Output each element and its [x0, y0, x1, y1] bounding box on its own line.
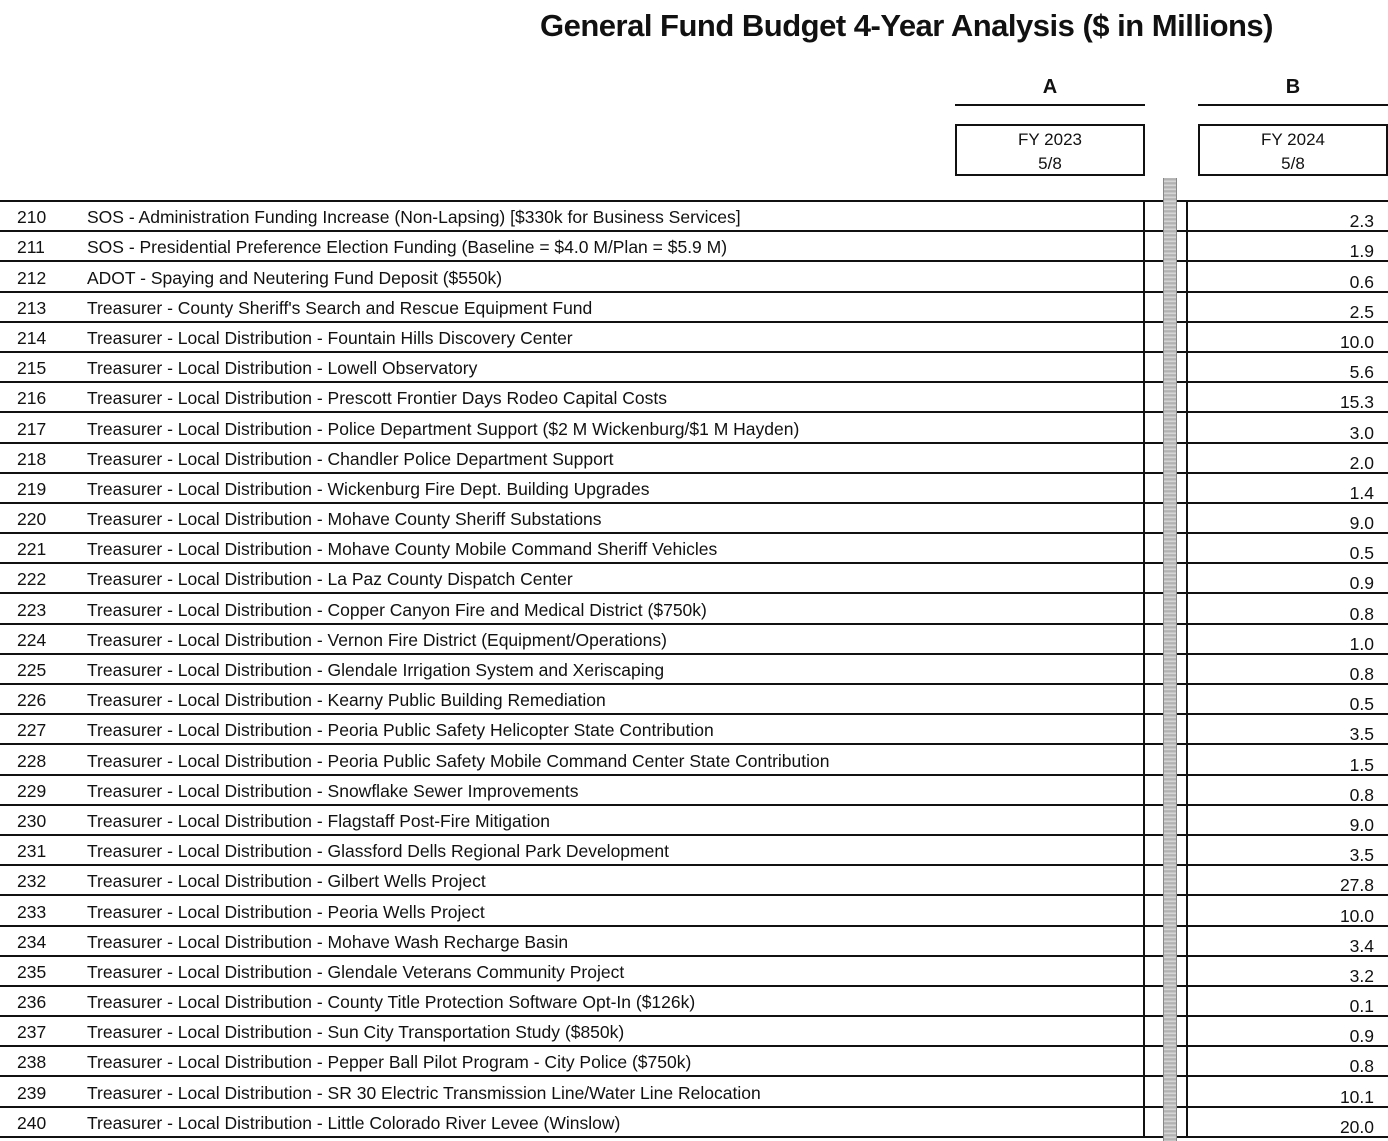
row-description: Treasurer - Local Distribution - Snowflake Sewer Improvements	[87, 780, 579, 801]
table-row	[0, 202, 1388, 232]
row-number: 239	[17, 1082, 47, 1103]
table-row	[0, 1047, 1388, 1077]
row-description: Treasurer - Local Distribution - County Title Protection Software Opt-In ($126k)	[87, 992, 696, 1013]
cell-fy2024	[1186, 353, 1386, 383]
row-description: Treasurer - Local Distribution - Fountain Hills Discovery Center	[87, 327, 573, 348]
cell-fy2024	[1186, 776, 1386, 806]
row-description: Treasurer - Local Distribution - Peoria Public Safety Mobile Command Center State Contribution	[87, 750, 830, 771]
cell-fy2023	[1143, 896, 1145, 926]
cell-fy2024-value: 1.5	[1349, 754, 1374, 775]
row-number: 220	[17, 509, 47, 530]
cell-fy2024-value: 0.8	[1349, 784, 1374, 805]
cell-fy2024-value: 0.8	[1349, 603, 1374, 624]
cell-fy2024-value: 2.3	[1349, 211, 1374, 232]
cell-fy2024	[1186, 1077, 1386, 1107]
table-row	[0, 293, 1388, 323]
table-row	[0, 323, 1388, 353]
cell-fy2024-value: 0.5	[1349, 694, 1374, 715]
cell-fy2024	[1186, 745, 1386, 775]
table-row	[0, 957, 1388, 987]
column-a-header	[955, 124, 1145, 176]
cell-fy2024	[1186, 715, 1386, 745]
row-description: Treasurer - Local Distribution - Peoria Wells Project	[87, 901, 485, 922]
cell-fy2023	[1143, 444, 1145, 474]
table-row	[0, 1017, 1388, 1047]
row-description: Treasurer - Local Distribution - Wickenburg Fire Dept. Building Upgrades	[87, 478, 650, 499]
cell-fy2023	[1143, 1077, 1145, 1107]
column-a-rule	[955, 104, 1145, 106]
row-number: 238	[17, 1052, 47, 1073]
row-description: Treasurer - County Sheriff's Search and Rescue Equipment Fund	[87, 297, 593, 318]
cell-fy2024	[1186, 1108, 1386, 1138]
cell-fy2024	[1186, 655, 1386, 685]
column-b-rule	[1198, 104, 1388, 106]
row-description: ADOT - Spaying and Neutering Fund Deposit ($550k)	[87, 267, 503, 288]
cell-fy2024-value: 2.5	[1349, 301, 1374, 322]
cell-fy2024	[1186, 1047, 1386, 1077]
row-number: 215	[17, 358, 47, 379]
table-row	[0, 594, 1388, 624]
cell-fy2024-value: 0.9	[1349, 1026, 1374, 1047]
cell-fy2024	[1186, 293, 1386, 323]
cell-fy2024-value: 0.9	[1349, 573, 1374, 594]
row-description: Treasurer - Local Distribution - La Paz County Dispatch Center	[87, 569, 573, 590]
row-description: Treasurer - Local Distribution - Pepper Ball Pilot Program - City Police ($750k)	[87, 1052, 692, 1073]
row-description: Treasurer - Local Distribution - Flagstaff Post-Fire Mitigation	[87, 810, 550, 831]
cell-fy2024-value: 3.4	[1349, 935, 1374, 956]
table-row	[0, 866, 1388, 896]
row-number: 222	[17, 569, 47, 590]
cell-fy2024-value: 3.0	[1349, 422, 1374, 443]
cell-fy2024-value: 3.5	[1349, 724, 1374, 745]
cell-fy2023	[1143, 323, 1145, 353]
cell-fy2024	[1186, 957, 1386, 987]
row-description: Treasurer - Local Distribution - Glendale Veterans Community Project	[87, 961, 625, 982]
cell-fy2023	[1143, 202, 1145, 232]
cell-fy2024	[1186, 474, 1386, 504]
cell-fy2024-value: 0.8	[1349, 1056, 1374, 1077]
cell-fy2024	[1186, 323, 1386, 353]
cell-fy2024-value: 9.0	[1349, 814, 1374, 835]
row-number: 226	[17, 690, 47, 711]
cell-fy2023	[1143, 1047, 1145, 1077]
row-number: 229	[17, 780, 47, 801]
row-number: 225	[17, 660, 47, 680]
row-number: 232	[17, 871, 47, 892]
table-row	[0, 836, 1388, 866]
cell-fy2024	[1186, 202, 1386, 232]
cell-fy2023	[1143, 745, 1145, 775]
table-row	[0, 806, 1388, 836]
cell-fy2023	[1143, 685, 1145, 715]
row-description: Treasurer - Local Distribution - SR 30 Electric Transmission Line/Water Line Relocation	[87, 1082, 761, 1103]
cell-fy2024-value: 9.0	[1349, 513, 1374, 534]
row-number: 231	[17, 841, 47, 862]
row-description: SOS - Presidential Preference Election Funding (Baseline = $4.0 M/Plan = $5.9 M)	[87, 237, 728, 258]
row-number: 230	[17, 810, 47, 831]
cell-fy2023	[1143, 836, 1145, 866]
table-row	[0, 625, 1388, 655]
row-description: Treasurer - Local Distribution - Copper Canyon Fire and Medical District ($750k)	[87, 599, 707, 620]
cell-fy2024-value: 15.3	[1339, 392, 1374, 413]
cell-fy2024-value: 10.1	[1339, 1086, 1374, 1107]
row-description: Treasurer - Local Distribution - Mohave Wash Recharge Basin	[87, 931, 569, 952]
cell-fy2024-value: 1.0	[1349, 633, 1374, 654]
table-row	[0, 655, 1388, 685]
table-row	[0, 413, 1388, 443]
cell-fy2023	[1143, 353, 1145, 383]
cell-fy2024	[1186, 504, 1386, 534]
budget-table	[0, 202, 1388, 1138]
table-row	[0, 715, 1388, 745]
row-description: Treasurer - Local Distribution - Vernon Fire District (Equipment/Operations)	[87, 629, 667, 650]
table-row	[0, 1077, 1388, 1107]
cell-fy2024	[1186, 564, 1386, 594]
row-number: 228	[17, 750, 47, 771]
row-description: Treasurer - Local Distribution - Police Department Support ($2 M Wickenburg/$1 M Hayden)	[87, 418, 800, 439]
row-number: 233	[17, 901, 47, 922]
row-number: 211	[17, 237, 45, 258]
row-description: Treasurer - Local Distribution - Gilbert Wells Project	[87, 871, 486, 892]
cell-fy2024	[1186, 927, 1386, 957]
cell-fy2023	[1143, 655, 1145, 685]
column-a-letter: A	[1042, 76, 1058, 98]
cell-fy2023	[1143, 474, 1145, 504]
cell-fy2024-value: 5.6	[1349, 362, 1374, 383]
table-row	[0, 896, 1388, 926]
cell-fy2023	[1143, 564, 1145, 594]
cell-fy2024-value: 0.1	[1349, 996, 1374, 1017]
cell-fy2024	[1186, 383, 1386, 413]
table-row	[0, 504, 1388, 534]
cell-fy2024	[1186, 806, 1386, 836]
cell-fy2024-value: 1.4	[1349, 482, 1374, 503]
table-row	[0, 745, 1388, 775]
cell-fy2024-value: 3.5	[1349, 845, 1374, 866]
table-row	[0, 564, 1388, 594]
cell-fy2024	[1186, 625, 1386, 655]
column-a-fy: FY 2023	[1018, 130, 1082, 149]
row-number: 236	[17, 992, 47, 1013]
row-number: 213	[17, 297, 47, 318]
row-description: Treasurer - Local Distribution - Prescott Frontier Days Rodeo Capital Costs	[87, 388, 667, 409]
row-number: 224	[17, 629, 47, 650]
row-description: Treasurer - Local Distribution - Mohave County Sheriff Substations	[87, 509, 602, 530]
column-b-fy: FY 2024	[1261, 130, 1325, 149]
row-description: Treasurer - Local Distribution - Mohave County Mobile Command Sheriff Vehicles	[87, 539, 718, 560]
cell-fy2024	[1186, 262, 1386, 292]
cell-fy2023	[1143, 413, 1145, 443]
table-row	[0, 987, 1388, 1017]
cell-fy2023	[1143, 806, 1145, 836]
cell-fy2024	[1186, 594, 1386, 624]
table-row	[0, 1108, 1388, 1138]
table-row	[0, 927, 1388, 957]
row-description: Treasurer - Local Distribution - Chandler Police Department Support	[87, 448, 614, 469]
cell-fy2023	[1143, 927, 1145, 957]
row-number: 217	[17, 418, 47, 439]
row-number: 214	[17, 327, 47, 348]
row-description: SOS - Administration Funding Increase (Non-Lapsing) [$330k for Business Services]	[87, 207, 741, 228]
table-row	[0, 232, 1388, 262]
row-number: 240	[17, 1112, 47, 1133]
cell-fy2023	[1143, 504, 1145, 534]
cell-fy2024	[1186, 534, 1386, 564]
cell-fy2024-value: 0.8	[1349, 664, 1374, 684]
row-number: 221	[17, 539, 47, 560]
cell-fy2024-value: 0.6	[1349, 271, 1374, 292]
cell-fy2023	[1143, 776, 1145, 806]
row-number: 210	[17, 207, 47, 228]
cell-fy2023	[1143, 1017, 1145, 1047]
table-row	[0, 444, 1388, 474]
column-b-date: 5/8	[1281, 154, 1305, 173]
cell-fy2024-value: 2.0	[1349, 452, 1374, 473]
cell-fy2024	[1186, 1017, 1386, 1047]
row-description: Treasurer - Local Distribution - Glendale Irrigation System and Xeriscaping	[87, 660, 665, 680]
cell-fy2024	[1186, 685, 1386, 715]
table-row	[0, 353, 1388, 383]
cell-fy2024	[1186, 866, 1386, 896]
table-row	[0, 262, 1388, 292]
row-description: Treasurer - Local Distribution - Glassford Dells Regional Park Development	[87, 841, 669, 862]
cell-fy2023	[1143, 866, 1145, 896]
table-row	[0, 383, 1388, 413]
row-description: Treasurer - Local Distribution - Lowell Observatory	[87, 358, 478, 379]
column-separator-bar	[1163, 178, 1177, 1141]
cell-fy2024-value: 0.5	[1349, 543, 1374, 564]
column-b-header	[1198, 124, 1388, 176]
cell-fy2023	[1143, 625, 1145, 655]
cell-fy2023	[1143, 715, 1145, 745]
cell-fy2024	[1186, 232, 1386, 262]
row-number: 227	[17, 720, 47, 741]
cell-fy2024-value: 3.2	[1349, 965, 1374, 986]
cell-fy2023	[1143, 1108, 1145, 1138]
row-number: 223	[17, 599, 47, 620]
row-description: Treasurer - Local Distribution - Little Colorado River Levee (Winslow)	[87, 1112, 621, 1133]
cell-fy2023	[1143, 957, 1145, 987]
table-row	[0, 776, 1388, 806]
page-title: General Fund Budget 4-Year Analysis ($ in Millions)	[540, 8, 1274, 43]
row-number: 219	[17, 478, 47, 499]
row-number: 216	[17, 388, 47, 409]
table-row	[0, 685, 1388, 715]
column-b-letter: B	[1285, 76, 1301, 98]
cell-fy2023	[1143, 987, 1145, 1017]
row-description: Treasurer - Local Distribution - Peoria Public Safety Helicopter State Contribution	[87, 720, 714, 741]
cell-fy2023	[1143, 534, 1145, 564]
cell-fy2024	[1186, 896, 1386, 926]
row-number: 234	[17, 931, 47, 952]
cell-fy2023	[1143, 232, 1145, 262]
cell-fy2024	[1186, 987, 1386, 1017]
cell-fy2024	[1186, 836, 1386, 866]
row-number: 235	[17, 961, 47, 982]
cell-fy2024-value: 1.9	[1349, 241, 1374, 262]
cell-fy2023	[1143, 383, 1145, 413]
cell-fy2024-value: 10.0	[1339, 331, 1374, 352]
row-number: 212	[17, 267, 47, 288]
row-number: 237	[17, 1022, 47, 1043]
cell-fy2023	[1143, 594, 1145, 624]
column-a-date: 5/8	[1038, 154, 1062, 173]
table-row	[0, 474, 1388, 504]
row-description: Treasurer - Local Distribution - Kearny Public Building Remediation	[87, 690, 606, 711]
cell-fy2024	[1186, 444, 1386, 474]
cell-fy2024-value: 27.8	[1339, 875, 1374, 896]
cell-fy2023	[1143, 262, 1145, 292]
cell-fy2024-value: 20.0	[1339, 1116, 1374, 1137]
cell-fy2024	[1186, 413, 1386, 443]
table-row	[0, 534, 1388, 564]
cell-fy2023	[1143, 293, 1145, 323]
cell-fy2024-value: 10.0	[1339, 905, 1374, 926]
row-description: Treasurer - Local Distribution - Sun City Transportation Study ($850k)	[87, 1022, 625, 1043]
row-number: 218	[17, 448, 47, 469]
